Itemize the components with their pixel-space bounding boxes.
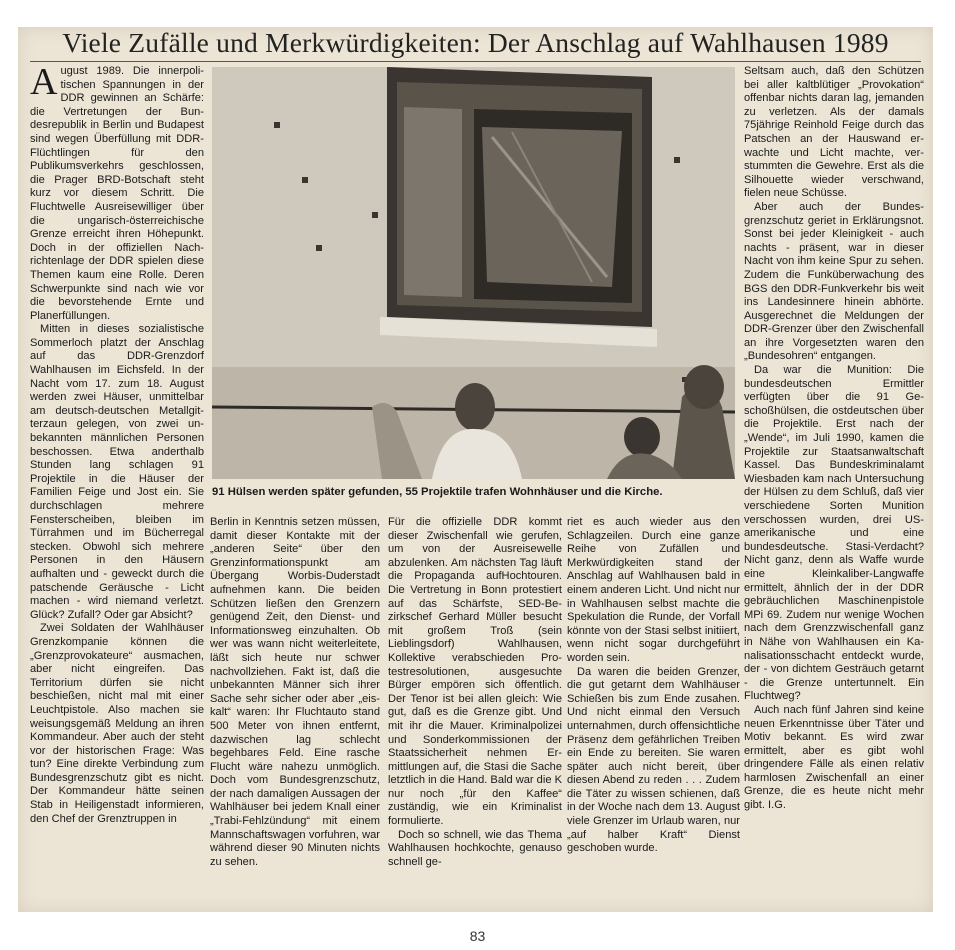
paragraph: Für die offizielle DDR kommt dieser Zwischenfall wie gerufen, um von der Ausreisewelle abzulenken. Am nächsten Tag läuft die Propaganda aufHochtouren. Die Vertretung in Bonn protestiert auf das Schärfste, SED-Bezirkschef Gerhard Müller besucht mit großem Troß (sein Lieblingsdorf) Wahlhausen, Kollektive verabschieden Protestresolutionen, ausgesuchte Bürger empören sich öffentlich. Der Tenor ist bei allen gleich: Wie gut, daß es die Grenze gibt. Und mit ihr die Mauer. Kriminalpolizei und Sonderkommissionen der Staatssicherheit nehmen Ermittlungen auf, die Stasi die Sache letztlich in die Hand. Bald war die K nur noch „für den Kaffee“ zuständig, wie ein Kriminalist formulierte. <box>388 516 562 828</box>
paragraph: Da war die Munition: Die bundesdeutschen Ermittler verfügten über die 91 Geschoßhülsen, die ostdeutschen über die Projektile. Erst nach der „Wende“, im Juli 1990, kamen die Projektile zur Staatsanwaltschaft Kassel. Das Bundeskriminalamt Wiesbaden kam nach Untersuchung der Hülsen zu dem Schluß, daß vier verschiedene Sorten Munition verschossen wurden, drei US-amerikanische und eine bundesdeutsche. Stasi-Verdacht? Nicht ganz, denn als Waffe wurde eine Kleinkaliber-Langwaffe ermittelt, ähnlich der in der DDR gebräuchlichen Maschinenpistole MPi 69. Zudem nur wenige Wochen nach dem Grenzzwischenfall ganz in Nähe von Wahlhausen ein Kanalisationsschacht entdeckt wurde, der - von dichtem Gesträuch getarnt - die Grenze untertunnelt. Ein Fluchtweg? <box>744 364 924 703</box>
news-photo <box>212 67 735 479</box>
photo-house-wall-illustration <box>212 67 735 479</box>
paragraph: Doch so schnell, wie das Thema Wahlhausen hochkochte, genauso schnell ge- <box>388 828 562 868</box>
article-column-1 <box>30 65 204 907</box>
page-number: 83 <box>469 928 486 944</box>
article-column-2 <box>210 516 380 907</box>
paragraph: Da waren die beiden Grenzer, die gut getarnt dem Wahlhäuser Schießen bis zum Ende zusahen. Und nicht einmal den Versuch unternahmen, durch offensichtliche Präsenz dem gefährlichen Treiben ein Ende zu bereiten. Sie waren später auch nicht bereit, über diesen Abend zu reden . . . Zudem die Täter zu wissen schienen, daß in der Woche nach dem 13. August viele Grenzer im Urlaub waren, nur „auf halber Kraft“ Dienst geschoben wurde. <box>567 665 740 855</box>
paragraph: Mitten in dieses sozialistische Sommerloch platzt der Anschlag auf das DDR-Grenzdorf Wahlhausen im Eichsfeld. In der Nacht vom 17. zum 18. August werden zwei Häuser, unmittelbar am deutsch-deutschen Metallgitterzaun gelegen, von zwei unbekannten männlichen Personen beschossen. Etwa anderthalb Stunden lang schlagen 91 Projektile in die Häuser der Familien Feige und Jost ein. Sie durchschlagen mehrere Fensterscheiben, bleiben im Türrahmen und im Bücherregal stecken. Obwohl sich mehrere Personen in den Häusern aufhalten und - geweckt durch die patschende Geräusche - Licht machen - wird niemand verletzt. Glück? Zufall? Oder gar Absicht? <box>30 323 204 621</box>
paragraph: ugust 1989. Die innerpolitischen Spannungen in der DDR gewinnen an Schärfe: die Vertretungen der Bundesrepublik in Berlin und Budapest sind wegen Überfüllung mit DDR-Flüchtlingen für den Publikumsverkehrs geschlossen, die Prager BRD-Botschaft steht kurz vor diesem Schritt. Die Fluchtwelle Ausreisewilliger über die ungarisch-österreichische Grenze erreicht ihren Höhepunkt. Doch in der offiziellen Nachrichtenlage der DDR spielen diese Themen kaum eine Rolle. Deren Schwerpunkte sind nach wie vor die bevorstehende Ernte und Planerfüllungen. <box>30 65 204 322</box>
photo-caption: 91 Hülsen werden später gefunden, 55 Projektile trafen Wohnhäuser und die Kirche. <box>212 486 663 498</box>
article-column-3 <box>388 516 562 907</box>
headline: Viele Zufälle und Merkwürdigkeiten: Der Anschlag auf Wahlhausen 1989 <box>62 27 889 58</box>
paragraph: Seltsam auch, daß den Schützen bei aller kaltblütiger „Provokation“ offenbar nichts daran lag, jemanden zu verletzen. Als der damals 75jährige Reinhold Feige durch das Patschen an der Hauswand erwachte und Licht machte, verstummten die Gewehre. Erst als die Silhouette wieder verschwand, fielen neue Schüsse. <box>744 65 924 200</box>
drop-cap: A <box>30 65 58 103</box>
article-column-4 <box>567 516 740 907</box>
paragraph: riet es auch wieder aus den Schlagzeilen. Durch eine ganze Reihe von Zufällen und Merkwürdigkeiten stand der Anschlag auf Wahlhausen bald in einem anderen Licht. Und nicht nur in Wahlhausen selbst machte die Spekulation die Runde, der Vorfall könnte von der Stasi selbst initiiert, wenn nicht sogar durchgeführt worden sein. <box>567 516 740 664</box>
newspaper-clipping <box>18 27 933 912</box>
headline-rule <box>30 61 921 62</box>
paragraph: Auch nach fünf Jahren sind keine neuen Erkenntnisse über Täter und Motiv bekannt. Es wird zwar ermittelt, aber es gibt wohl dringendere Fälle als einen relativ harmlosen Zwischenfall an einer Grenze, die es heute nicht mehr gibt. I.G. <box>744 703 924 812</box>
paragraph: Zwei Soldaten der Wahlhäuser Grenzkompanie können die „Grenzprovokateure“ ausmachen, aber nicht eingreifen. Das Territorium dürfen sie nicht beschießen, nicht mal mit einer Leuchtpistole. Also machen sie weisungsgemäß Meldung an ihren Kommandeur. Aber auch der steht vor der historischen Frage: Was tun? Eine direkte Verbindung zum Bundesgrenzschutz gibt es nicht. Der Kommandeur hätte seinen Stab in Heiligenstadt informieren, den Chef der Grenztruppen in <box>30 622 204 825</box>
paragraph: Berlin in Kenntnis setzen müssen, damit dieser Kontakte mit der „anderen Seite“ über den Grenzinformationspunkt am Übergang Worbis-Duderstadt aufnehmen kann. Die beiden Schützen ließen den Grenzern genügend Zeit, den Dienst- und Informationsweg einzuhalten. Ob wer was wann nicht weiterleitete, läßt sich heute nur schwer nachvollziehen. Fakt ist, daß die unbekannten Männer sich ihrer Sache sehr sicher oder aber „eiskalt“ waren: Ihr Fluchtauto stand 500 Meter von ihnen entfernt, dazwischen lag schlecht begehbares Feld. Eine rasche Flucht wäre nahezu unmöglich. Doch vom Bundesgrenzschutz, der nach damaligen Aussagen der Wahlhäuser bei jedem Knall einer „Trabi-Fehlzündung“ mit einem Mannschaftswagen vorfuhren, war während dieser 90 Minuten nichts zu sehen. <box>210 516 380 868</box>
article-column-5 <box>744 65 924 907</box>
paragraph: Aber auch der Bundesgrenzschutz geriet in Erklärungsnot. Sonst bei jeder Kleinigkeit - auch nachts - präsent, war in dieser Nacht von ihm keine Spur zu sehen. Zudem die Funküberwachung des BGS den DDR-Funkverkehr bis weit ins Landesinnere hinein abhörte. Ausgerechnet die Meldungen der DDR-Grenzer über den Zwischenfall an ihre Vorgesetzten waren den „Bundesohren“ entgangen. <box>744 200 924 363</box>
